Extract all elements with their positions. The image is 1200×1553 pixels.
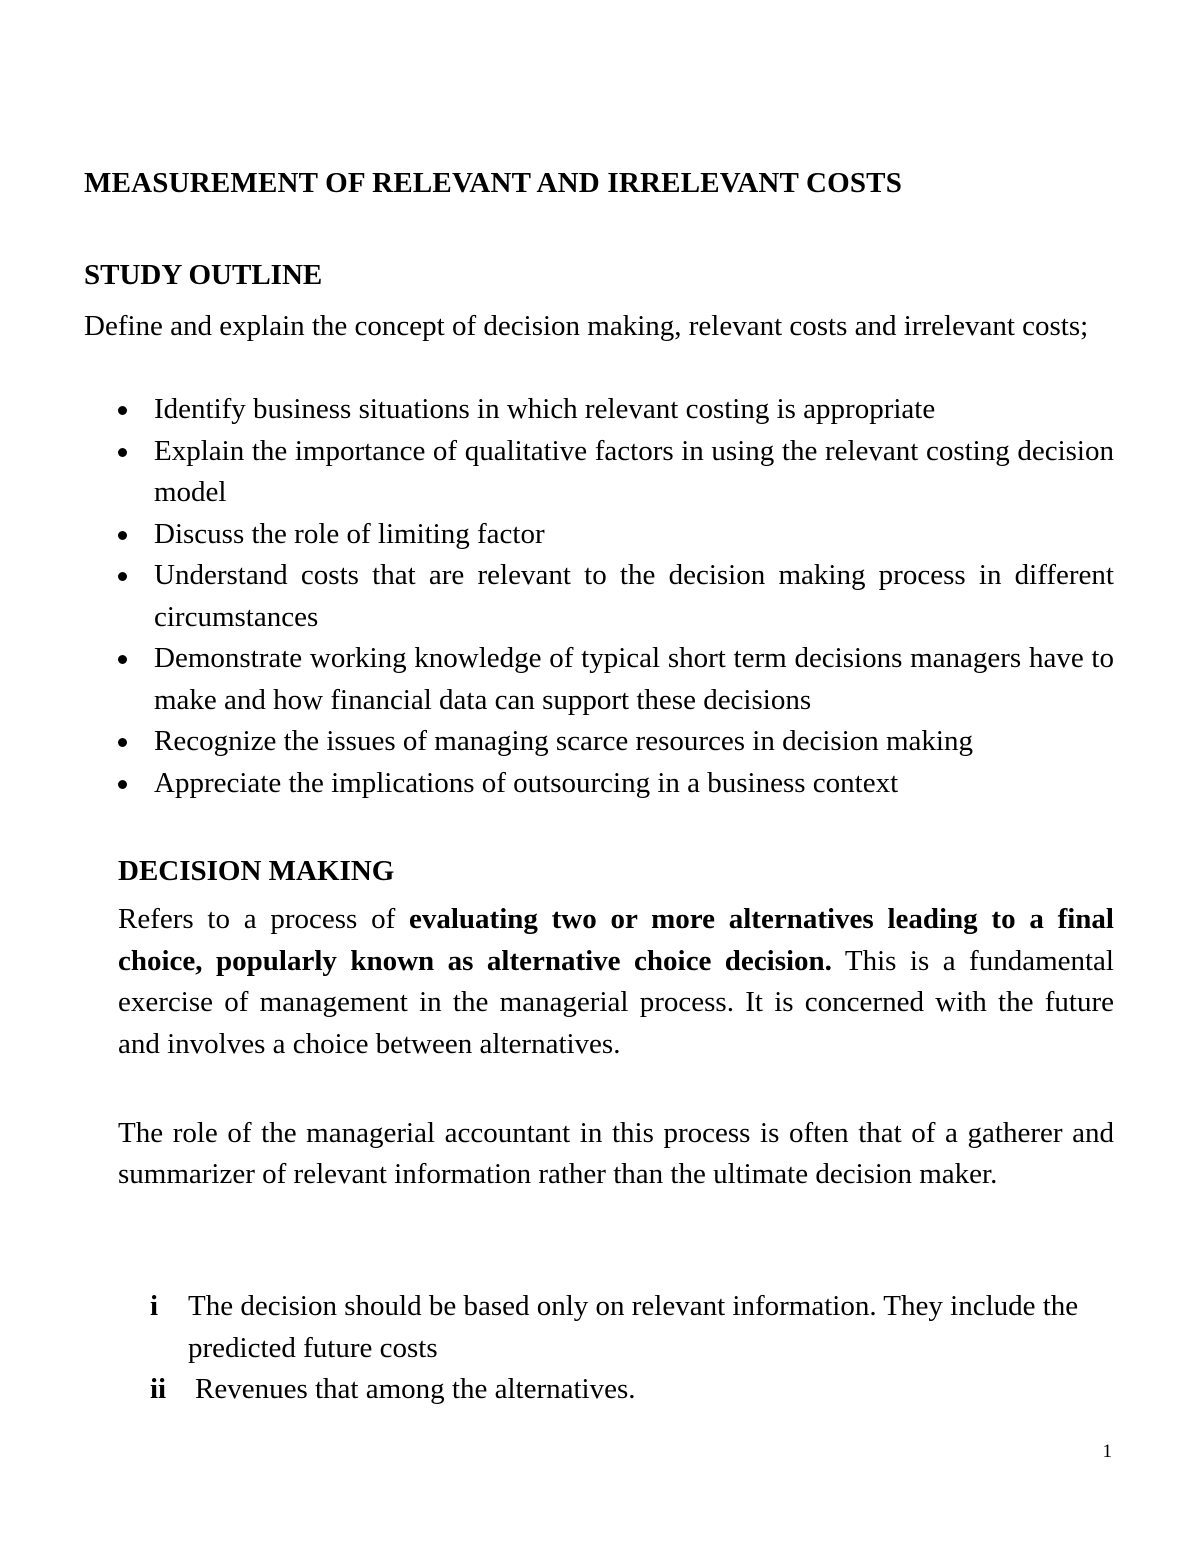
decision-making-heading: DECISION MAKING (118, 855, 395, 887)
decision-points-list (118, 1286, 1114, 1411)
bullet-icon (118, 406, 127, 415)
list-item (84, 431, 1114, 514)
objective-text: Appreciate the implications of outsourcing in a business context (154, 766, 899, 799)
page-number: 1 (1102, 1441, 1112, 1462)
objectives-list (84, 389, 1114, 804)
list-item (84, 763, 1114, 805)
accountant-role-paragraph: The role of the managerial accountant in this process is often that of a gatherer and summarizer of relevant information rather than the ultimate decision maker. (118, 1117, 1114, 1190)
roman-numeral-marker: i (150, 1290, 159, 1322)
bullet-icon (118, 448, 127, 457)
objective-text: Explain the importance of qualitative factors in using the relevant costing decision model (154, 434, 1114, 508)
definition-lead: Refers to a process of (118, 903, 409, 935)
point-text: The decision should be based only on relevant information. They include the predicted future costs (188, 1290, 1079, 1364)
bullet-icon (118, 572, 127, 581)
objective-text: Understand costs that are relevant to the decision making process in different circumstances (154, 559, 1114, 633)
bullet-icon (118, 738, 127, 747)
list-item (118, 1369, 1114, 1411)
list-item (84, 389, 1114, 431)
bullet-icon (118, 655, 127, 664)
bullet-icon (118, 780, 127, 789)
document-title: MEASUREMENT OF RELEVANT AND IRRELEVANT COSTS (84, 167, 903, 199)
objective-text: Demonstrate working knowledge of typical short term decisions managers have to make and how financial data can support these decisions (154, 642, 1114, 716)
definition-emphasis: evaluating two or more alternatives leading to a final choice, popularly known as alternative choice decision. (118, 903, 1114, 977)
objective-text: Identify business situations in which relevant costing is appropriate (154, 393, 936, 425)
study-outline-intro: Define and explain the concept of decision making, relevant costs and irrelevant costs; (84, 310, 1089, 342)
decision-making-definition (118, 899, 1114, 1065)
study-outline-heading: STUDY OUTLINE (84, 259, 323, 291)
list-item (84, 638, 1114, 721)
bullet-icon (118, 531, 127, 540)
list-item (84, 514, 1114, 556)
objective-text: Discuss the role of limiting factor (154, 517, 545, 550)
objective-text: Recognize the issues of managing scarce resources in decision making (154, 725, 973, 757)
list-item (84, 721, 1114, 763)
definition-rest: This is a fundamental exercise of management in the managerial process. It is concerned with the future and involves a choice between alternatives. (118, 944, 1114, 1060)
roman-numeral-marker: ii (150, 1373, 167, 1405)
list-item (118, 1286, 1114, 1369)
list-item (84, 555, 1114, 638)
point-text: Revenues that among the alternatives. (195, 1373, 636, 1405)
